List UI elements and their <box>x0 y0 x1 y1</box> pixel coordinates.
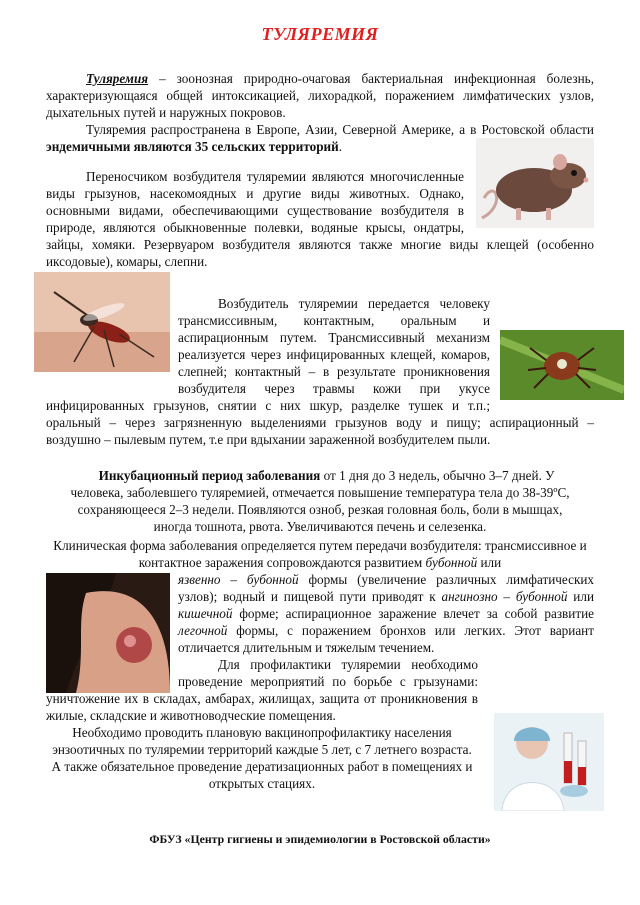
prevention-text: Для профилактики туляремии необходимо проведение мероприятий по борьбе с грызунами: уничтожение их в складах, амбарах, жилищах, защита от проникновения в жилые, складские и животноводческие помещения. <box>46 657 478 723</box>
clinical-text-g: или <box>567 589 594 604</box>
page-title: ТУЛЯРЕМИЯ <box>261 24 379 44</box>
form-anginal-bubonic: ангинозно – бубонной <box>441 589 568 604</box>
form-intestinal: кишечной <box>178 606 233 621</box>
definition-paragraph <box>46 70 594 121</box>
carriers-paragraph <box>46 168 594 270</box>
incubation-paragraph <box>60 467 580 535</box>
mosquito-spacer <box>46 295 178 383</box>
tick-spacer <box>490 329 594 409</box>
clinical-text-k: формы, с поражением бронхов или легких. Этот вариант отличается длительным и тяжелым течением. <box>178 623 594 655</box>
transmission-text: Возбудитель туляремии передается человеку трансмиссивным, контактным, оральным и аспирационным путем. Трансмиссивный механизм реализуется через инфицированных клещей, комаров, слепней; контактный – в результате проникновения возбудителя через травмы кожи при укусе инфицированных грызунов, снятии с них шкур, разделке тушек и т.п.; оральный – через загрязненную выделениями грызунов воду и пищу; аспирационный – воздушно – пылевым путем, т.е при вдыхании зараженной возбудителем пыли. <box>46 296 594 447</box>
form-pulmonary: легочной <box>178 623 228 638</box>
transmission-block <box>46 295 594 448</box>
form-ulcer-bubonic: язвенно – бубонной <box>178 572 299 587</box>
distribution-text: Туляремия распространена в Европе, Азии, Северной Америке, а в Ростовской области <box>86 122 594 137</box>
clinical-paragraph-start <box>46 537 594 571</box>
vaccination-text: Необходимо проводить плановую вакцинопрофилактику населения энзоотичных по туляремии территорий каждые 5 лет, с 7 летнего возраста. А также обязательное проведение дератизационных работ в помещениях и открытых стациях. <box>51 725 473 791</box>
lab-spacer <box>478 686 594 786</box>
clinical-text-c: или <box>477 555 502 570</box>
incubation-text: от 1 дня до 3 недель, обычно 3–7 дней. У человека, заболевшего туляремией, отмечается повышение температура тела до 38-39ºС, сохраняющееся 2–3 недели. Появляются озноб, резкая головная боль, боли в мышцах, иногда тошнота, рвота. Увеличиваются печень и селезенка. <box>70 468 570 534</box>
clinical-text-a: Клиническая форма заболевания определяется путем передачи возбудителя: трансмиссивное и контактное заражения сопровождаются развитием <box>53 538 587 570</box>
clinical-text-i: форме; аспирационное заражение влечет за собой развитие <box>232 606 594 621</box>
term-tularemia: Туляремия <box>86 71 149 86</box>
distribution-end: . <box>338 139 343 154</box>
carriers-block <box>46 168 594 270</box>
carriers-text: Переносчиком возбудителя туляремии являются многочисленные виды грызунов, насекомоядных и другие виды животных. Однако, основными видами, обеспечивающими существование возбудителя в природе, являются обыкновенные полевки, водяные крысы, ондатры, зайцы, хомяки. Резервуаром возбудителя являются также многие виды клещей (особенно иксодовые), комары, слепни. <box>46 169 594 269</box>
clinical-paragraph <box>46 571 594 656</box>
transmission-paragraph <box>46 295 594 448</box>
clinical-text-e: формы (увеличение различных лимфатических узлов); водный и пищевой пути приводят к <box>178 572 594 604</box>
bubo-spacer <box>46 571 178 689</box>
endemic-territories: эндемичными являются 35 сельских территорий <box>46 139 339 154</box>
incubation-block <box>60 467 580 535</box>
form-bubonic: бубонной <box>425 555 478 570</box>
rat-spacer <box>464 168 594 236</box>
footer-organization: ФБУЗ «Центр гигиены и эпидемиологии в Ростовской области» <box>149 832 491 846</box>
definition-text: – зоонозная природно-очаговая бактериальная инфекционная болезнь, характеризующаяся общей интоксикацией, лихорадкой, поражением лимфатических узлов, дыхательных путей и наружных покровов. <box>46 71 594 120</box>
incubation-heading: Инкубационный период заболевания <box>98 468 321 483</box>
clinical-block <box>46 537 594 792</box>
vaccination-paragraph <box>46 724 478 792</box>
